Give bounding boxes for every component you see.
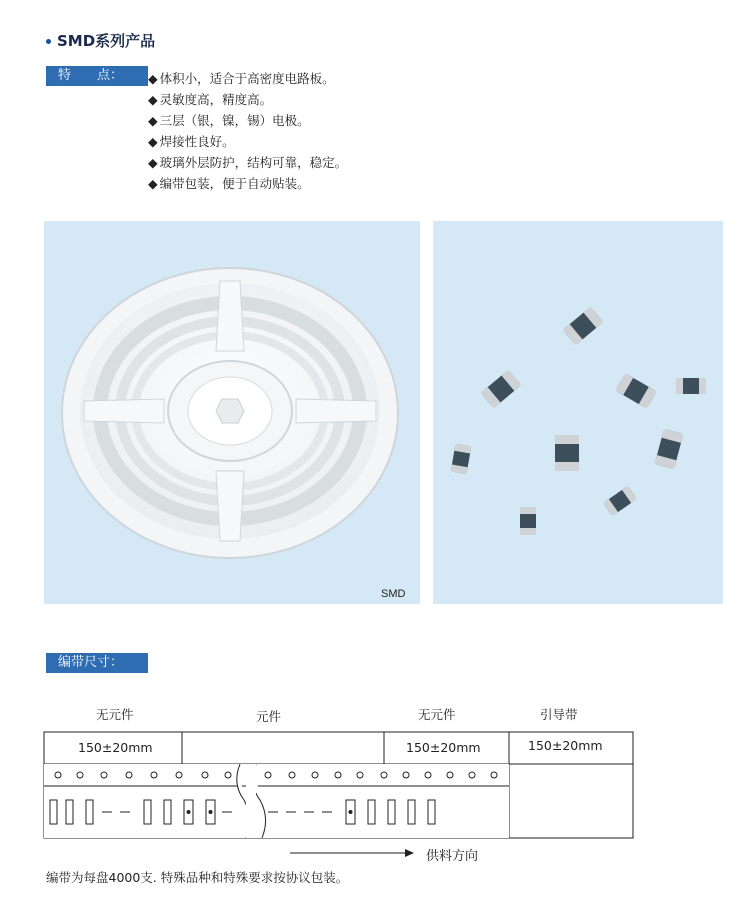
chip xyxy=(451,444,472,474)
tape-dim-right: 150±20mm xyxy=(406,740,481,755)
chip xyxy=(676,378,706,394)
bullet-dot-icon xyxy=(46,39,51,44)
reel-photo xyxy=(44,221,420,604)
chip xyxy=(555,435,579,471)
feature-item: ◆ 焊接性良好。 xyxy=(148,131,347,152)
feature-item: ◆ 体积小，适合于高密度电路板。 xyxy=(148,68,347,89)
tape-header-no-component-left: 无元件 xyxy=(96,707,134,722)
reel-caption: SMD xyxy=(381,588,406,600)
chips-image xyxy=(433,221,723,604)
chip xyxy=(615,373,656,408)
tape-header-leader: 引导带 xyxy=(540,707,578,722)
chips-photo xyxy=(433,221,723,604)
chip xyxy=(563,307,603,345)
tape-label: 编带尺寸： xyxy=(46,653,148,673)
features-label: 特 点： xyxy=(46,66,148,86)
tape-header-no-component-right: 无元件 xyxy=(418,707,456,722)
chip xyxy=(520,507,536,535)
feature-item: ◆ 玻璃外层防护，结构可靠，稳定。 xyxy=(148,152,347,173)
feature-item: ◆ 灵敏度高，精度高。 xyxy=(148,89,347,110)
chip xyxy=(603,486,637,516)
feature-item: ◆ 三层（银，镍，锡）电极。 xyxy=(148,110,347,131)
feed-direction-arrow-icon xyxy=(290,846,420,860)
packaging-note: 编带为每盘4000支. 特殊品种和特殊要求按协议包装。 xyxy=(46,870,349,885)
reel-image xyxy=(44,221,420,604)
chip xyxy=(481,370,521,408)
tape-dim-leader: 150±20mm xyxy=(528,738,603,753)
page-title xyxy=(46,30,155,51)
tape-dim-left: 150±20mm xyxy=(78,740,153,755)
feed-direction-label: 供料方向 xyxy=(426,849,479,864)
features-list xyxy=(148,68,347,194)
feature-item: ◆ 编带包装，便于自动贴装。 xyxy=(148,173,347,194)
tape-header-component: 元件 xyxy=(256,709,282,724)
page-title-text: SMD系列产品 xyxy=(57,32,156,50)
chip xyxy=(655,429,684,469)
